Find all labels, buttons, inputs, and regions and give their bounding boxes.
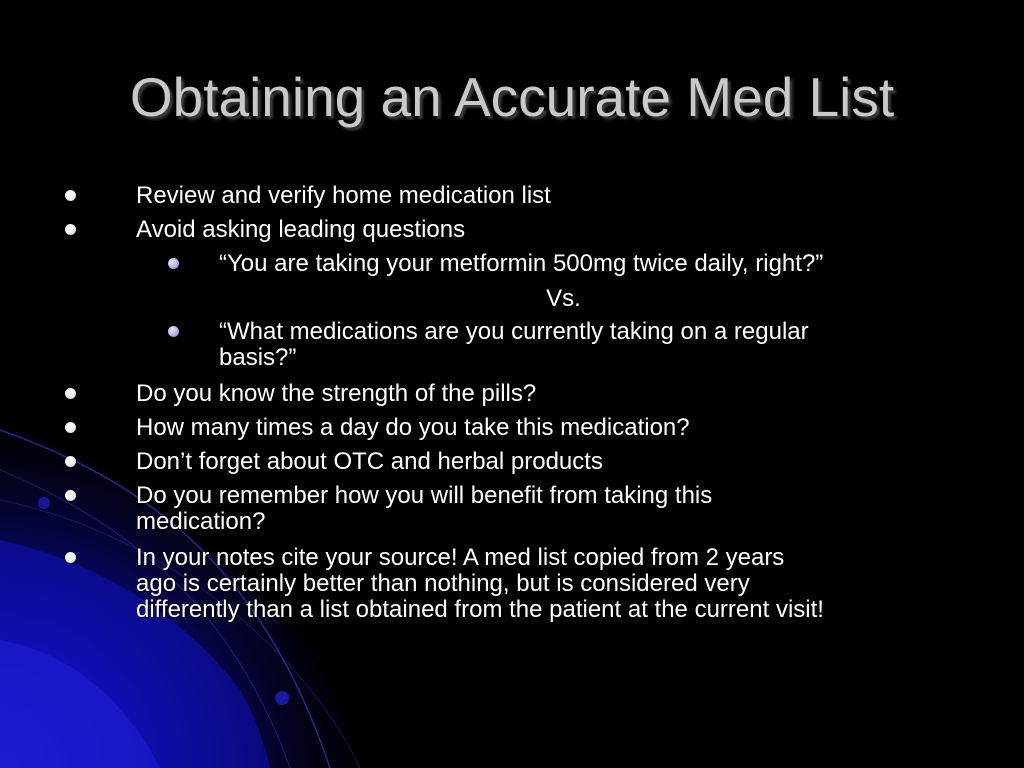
sub-bullet-icon xyxy=(168,258,179,269)
sub-bullet-open-question-line-1: “What medications are you currently taking on a regular xyxy=(219,318,809,345)
bullet-icon xyxy=(65,224,76,235)
bullet-notes-line-2: ago is certainly better than nothing, but is considered very xyxy=(136,570,750,597)
sub-bullet-icon xyxy=(168,326,179,337)
bullet-icon xyxy=(65,422,76,433)
bullet-benefit-line-1: Do you remember how you will benefit from taking this xyxy=(136,482,713,509)
slide-title: Obtaining an Accurate Med List xyxy=(129,66,895,128)
bullet-icon xyxy=(65,190,76,201)
bullet-times-per-day: How many times a day do you take this medication? xyxy=(136,414,690,441)
versus-label: Vs. xyxy=(546,285,581,312)
bullet-notes-line-1: In your notes cite your source! A med list copied from 2 years xyxy=(136,544,785,571)
bullet-icon xyxy=(65,552,76,563)
bullet-icon xyxy=(65,388,76,399)
bullet-pill-strength: Do you know the strength of the pills? xyxy=(136,380,537,407)
sub-bullet-open-question-line-2: basis?” xyxy=(219,344,297,371)
bullet-review-home-list: Review and verify home medication list xyxy=(136,182,551,209)
bullet-icon xyxy=(65,456,76,467)
bullet-avoid-leading-questions: Avoid asking leading questions xyxy=(136,216,466,243)
bullet-benefit-line-2: medication? xyxy=(136,508,266,535)
bullet-icon xyxy=(65,490,76,501)
bullet-notes-line-3: differently than a list obtained from the patient at the current visit! xyxy=(136,596,824,623)
sub-bullet-leading-example: “You are taking your metformin 500mg twice daily, right?” xyxy=(219,250,824,277)
bullet-otc-herbal: Don’t forget about OTC and herbal products xyxy=(136,448,603,475)
